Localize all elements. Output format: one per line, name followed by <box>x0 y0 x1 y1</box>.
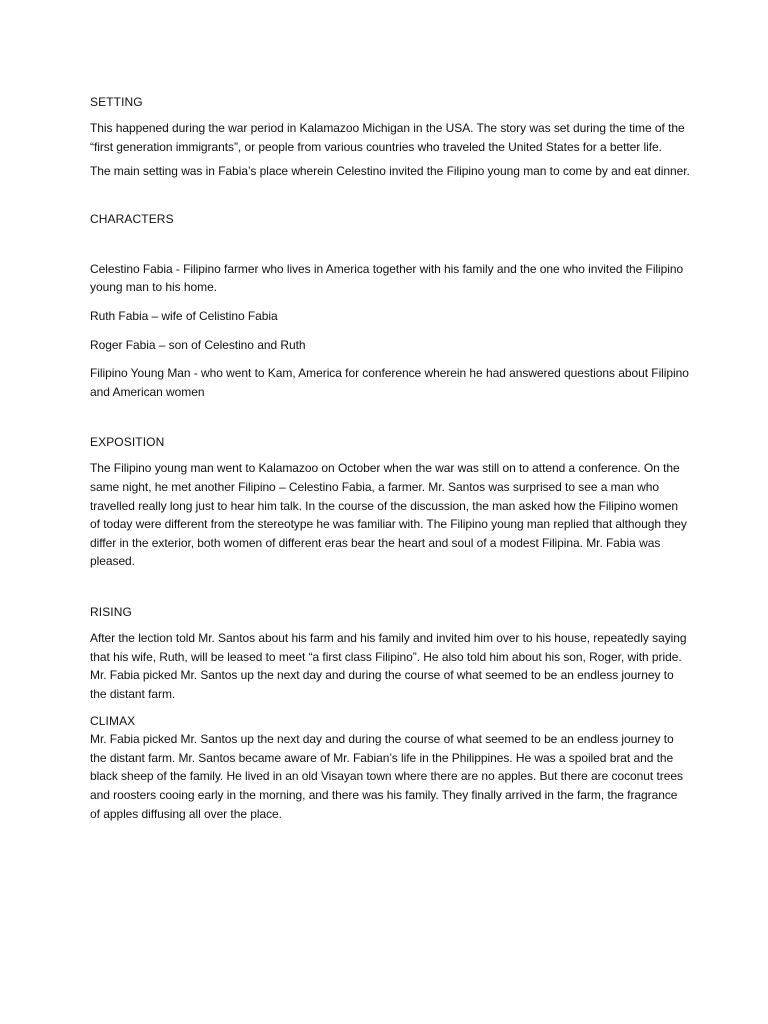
setting-paragraph-2: The main setting was in Fabia’s place wherein Celestino invited the Filipino young man to come by and eat dinner. <box>90 164 690 179</box>
character-ruth: Ruth Fabia – wife of Celistino Fabia <box>90 308 278 323</box>
rising-paragraph: After the lection told Mr. Santos about his farm and his family and invited him over to his house, repeatedly saying that his wife, Ruth, will be leased to meet “a first class Filipino”. He also told him about his son, Roger, with pride. Mr. Fabia picked Mr. Santos up the next day and during the course of what seemed to be an endless journey to the distant farm. <box>90 630 687 701</box>
rising-heading: RISING <box>90 604 132 619</box>
exposition-paragraph: The Filipino young man went to Kalamazoo on October when the war was still on to attend a conference. On the same night, he met another Filipino – Celestino Fabia, a farmer. Mr. Santos was surprised to see a man who travelled really long just to hear him talk. In the course of the discussion, the man asked how the Filipino women of today were different from the stereotype he was familiar with. The Filipino young man replied that although they differ in the exterior, both women of different eras bear the heart and soul of a modest Filipina. Mr. Fabia was pleased. <box>90 461 687 569</box>
character-celestino: Celestino Fabia - Filipino farmer who lives in America together with his family and the one who invited the Filipino young man to his home. <box>90 261 684 295</box>
character-roger: Roger Fabia – son of Celestino and Ruth <box>90 337 306 352</box>
setting-paragraph-1: This happened during the war period in Kalamazoo Michigan in the USA. The story was set during the time of the “first generation immigrants”, or people from various countries who traveled the United States for a better life. <box>90 121 685 154</box>
characters-heading: CHARACTERS <box>90 211 174 226</box>
exposition-heading: EXPOSITION <box>90 435 165 450</box>
character-young-man: Filipino Young Man - who went to Kam, America for conference wherein he had answered questions about Filipino and American women <box>90 366 689 399</box>
climax-paragraph: Mr. Fabia picked Mr. Santos up the next day and during the course of what seemed to be an endless journey to the distant farm. Mr. Santos became aware of Mr. Fabian’s life in the Philippines. He was a spoiled brat and the black sheep of the family. He lived in an old Visayan town where there are no apples. But there are coconut trees and roosters cooing early in the morning, and there was his family. They finally arrived in the farm, the fragrance of apples diffusing all over the place. <box>90 732 683 821</box>
setting-heading: SETTING <box>90 95 143 109</box>
document-page <box>90 93 690 823</box>
climax-heading: CLIMAX <box>90 714 136 729</box>
